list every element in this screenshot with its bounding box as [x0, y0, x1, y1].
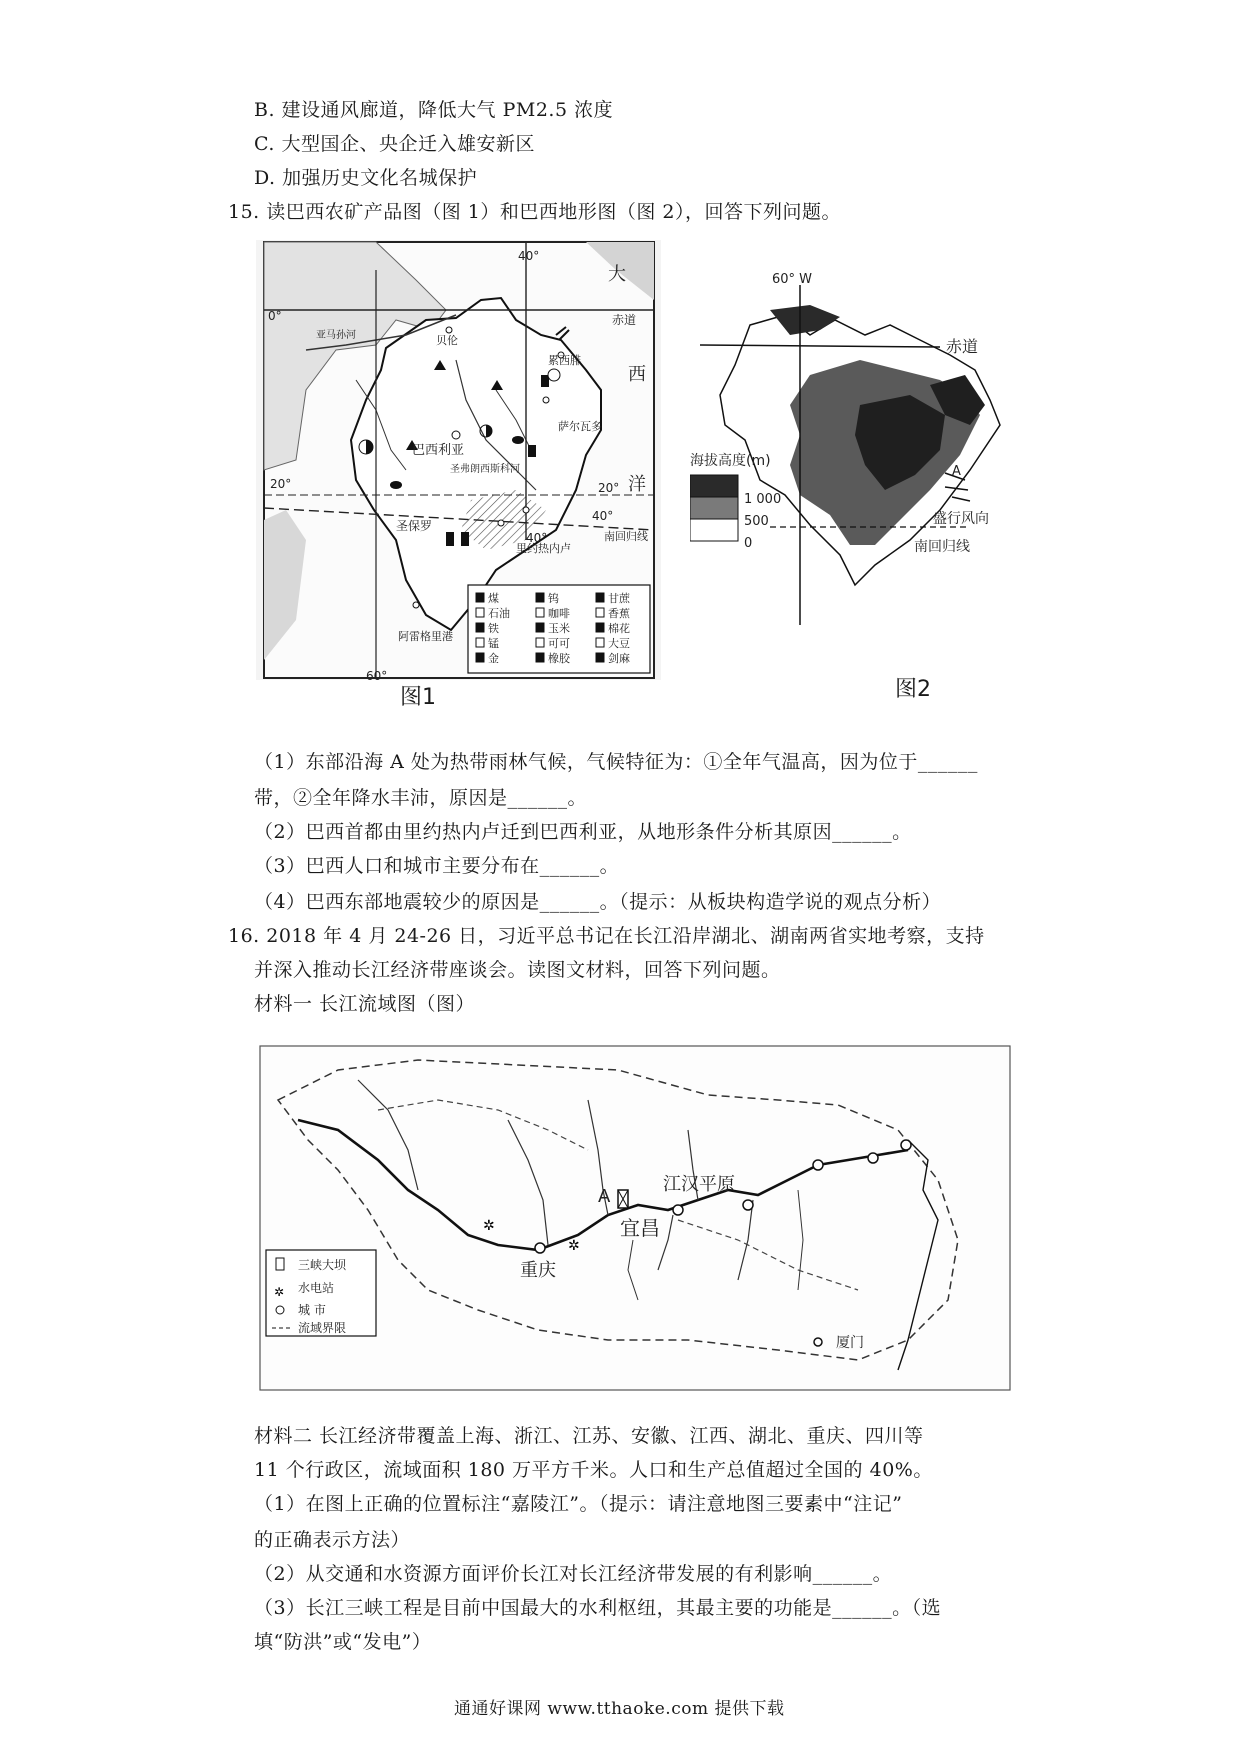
svg-text:✲: ✲ — [483, 1218, 495, 1234]
fig1-map-label: 阿雷格里港 — [398, 630, 453, 643]
map-legend-city: 城 市 — [298, 1303, 326, 1317]
fig1-map-label: 洋 — [628, 474, 646, 495]
fig1-legend-label: 石油 — [488, 607, 510, 620]
fig1-legend-label: 煤 — [488, 592, 499, 605]
fig1-legend-symbol — [536, 593, 544, 602]
fig1-map-label: 圣保罗 — [396, 519, 433, 533]
fig1-map-label: 40° — [518, 249, 540, 263]
fig1-map-label: 60° — [366, 669, 388, 680]
q15-question-1a: （1）东部沿海 A 处为热带雨林气候，气候特征为：①全年气温高，因为位于______ — [254, 751, 978, 773]
fig1-legend-label: 咖啡 — [548, 607, 570, 620]
q16-question-1b: 的正确表示方法） — [254, 1529, 411, 1551]
q15-question-2: （2）巴西首都由里约热内卢迁到巴西利亚，从地形条件分析其原因______。 — [254, 821, 912, 843]
map-label-a: A — [598, 1186, 611, 1207]
fig1-legend-symbol — [536, 608, 544, 617]
fig1-legend-symbol — [476, 638, 484, 647]
svg-text:✲: ✲ — [568, 1238, 580, 1254]
fig1-legend-symbol — [536, 638, 544, 647]
fig1-legend-label: 剑麻 — [608, 652, 630, 665]
map-label-chongqing: 重庆 — [520, 1260, 556, 1281]
fig1-legend-symbol — [536, 623, 544, 632]
fig2-label-tropic: 南回归线 — [914, 539, 970, 555]
fig2-label-equator: 赤道 — [946, 337, 979, 356]
fig1-map-label: 大 — [608, 264, 626, 285]
fig1-legend-symbol — [476, 593, 484, 602]
q16-stem-line-2: 并深入推动长江经济带座谈会。读图文材料，回答下列问题。 — [254, 959, 781, 981]
fig1-map-label: 0° — [268, 309, 282, 323]
q15-question-4: （4）巴西东部地震较少的原因是______。（提示：从板块构造学说的观点分析） — [254, 891, 942, 913]
fig1-legend-symbol — [596, 623, 604, 632]
fig1-legend-label: 锰 — [488, 637, 499, 650]
fig1-map-label: 赤道 — [612, 313, 637, 327]
fig1-map-label: 40° — [592, 509, 614, 523]
fig1-legend-label: 棉花 — [608, 622, 630, 635]
fig1-legend-label: 香蕉 — [608, 607, 630, 620]
fig2-legend-value-500: 500 — [744, 514, 769, 529]
fig1-map-label: 累西腓 — [548, 354, 581, 367]
map-legend-dam: 三峡大坝 — [298, 1258, 347, 1272]
q14-option-c: C. 大型国企、央企迁入雄安新区 — [254, 133, 535, 155]
fig1-legend-label: 玉米 — [548, 622, 570, 635]
q16-question-1a: （1）在图上正确的位置标注“嘉陵江”。（提示：请注意地图三要素中“注记” — [254, 1493, 903, 1515]
q14-option-b: B. 建设通风廊道，降低大气 PM2.5 浓度 — [254, 99, 614, 121]
fig1-legend-symbol — [596, 593, 604, 602]
q14-option-d: D. 加强历史文化名城保护 — [254, 167, 478, 189]
fig1-legend-label: 铁 — [488, 622, 499, 635]
fig1-legend-label: 大豆 — [608, 637, 630, 650]
q16-question-3a: （3）长江三峡工程是目前中国最大的水利枢纽，其最主要的功能是______。（选 — [254, 1597, 942, 1619]
fig2-label-a: A — [952, 464, 961, 479]
fig1-map-label: 20° — [598, 481, 620, 495]
map-label-xiamen: 厦门 — [836, 1335, 864, 1351]
fig2-label-60w: 60° W — [772, 272, 813, 287]
figure-2-caption: 图2 — [895, 677, 931, 702]
page-footer: 通通好课网 www.tthaoke.com 提供下载 — [454, 1699, 785, 1719]
fig1-map-label: 亚马孙河 — [316, 330, 356, 341]
q16-question-2: （2）从交通和水资源方面评价长江对长江经济带发展的有利影响______。 — [254, 1563, 893, 1585]
fig1-map-label: 萨尔瓦多 — [558, 420, 602, 433]
q15-question-1b: 带，②全年降水丰沛，原因是______。 — [254, 787, 588, 809]
fig1-legend-symbol — [476, 623, 484, 632]
map-label-jianghan: 江汉平原 — [663, 1174, 735, 1195]
yangtze-basin-map — [258, 1040, 1014, 1396]
map-label-yichang: 宜昌 — [620, 1216, 660, 1240]
fig1-map-label: 贝伦 — [436, 334, 458, 347]
fig1-map-label: 40° — [526, 531, 548, 545]
fig2-legend-value-1000: 1 000 — [744, 492, 782, 507]
q15-question-3: （3）巴西人口和城市主要分布在______。 — [254, 855, 620, 877]
map-legend-boundary: 流域界限 — [298, 1321, 347, 1335]
fig1-map-label: 巴西利亚 — [412, 443, 465, 458]
fig1-legend-label: 甘蔗 — [608, 592, 630, 605]
q15-stem: 15. 读巴西农矿产品图（图 1）和巴西地形图（图 2），回答下列问题。 — [228, 201, 842, 223]
fig1-legend-symbol — [476, 608, 484, 617]
fig2-legend-value-0: 0 — [744, 536, 753, 551]
q16-material-1-label: 材料一 长江流域图（图） — [254, 993, 476, 1015]
svg-text:✲: ✲ — [274, 1285, 285, 1299]
fig1-map-label: 20° — [270, 477, 292, 491]
fig1-legend-label: 金 — [488, 652, 499, 665]
figure-2-brazil-terrain-map — [690, 265, 1090, 665]
fig1-legend-symbol — [536, 653, 544, 662]
fig1-legend-symbol — [596, 608, 604, 617]
fig1-map-label: 里约热内卢 — [516, 542, 571, 555]
fig1-legend-label: 钨 — [548, 592, 559, 605]
map-legend-hydro: 水电站 — [298, 1281, 335, 1295]
fig1-map-label: 圣弗朗西斯科河 — [450, 464, 520, 475]
figure-1-caption: 图1 — [400, 685, 436, 710]
fig1-legend-symbol — [596, 638, 604, 647]
q16-material-2-line-2: 11 个行政区，流域面积 180 万平方千米。人口和生产总值超过全国的 40%。 — [254, 1459, 933, 1481]
fig1-legend-label: 橡胶 — [548, 652, 570, 665]
q16-material-2-line-1: 材料二 长江经济带覆盖上海、浙江、江苏、安徽、江西、湖北、重庆、四川等 — [254, 1425, 924, 1447]
fig2-legend-title: 海拔高度(m) — [690, 453, 771, 469]
q16-stem-line-1: 16. 2018 年 4 月 24-26 日，习近平总书记在长江沿岸湖北、湖南两省实地考察，支持 — [228, 925, 985, 947]
fig1-map-label: 南回归线 — [604, 530, 648, 543]
fig1-legend-symbol — [476, 653, 484, 662]
fig1-legend-label: 可可 — [548, 637, 570, 650]
fig1-legend-symbol — [596, 653, 604, 662]
q16-question-3b: 填“防洪”或“发电”） — [254, 1631, 432, 1653]
figure-1-brazil-products-map — [256, 240, 661, 680]
fig2-label-wind: 盛行风向 — [933, 511, 989, 527]
fig1-map-label: 西 — [628, 364, 646, 385]
